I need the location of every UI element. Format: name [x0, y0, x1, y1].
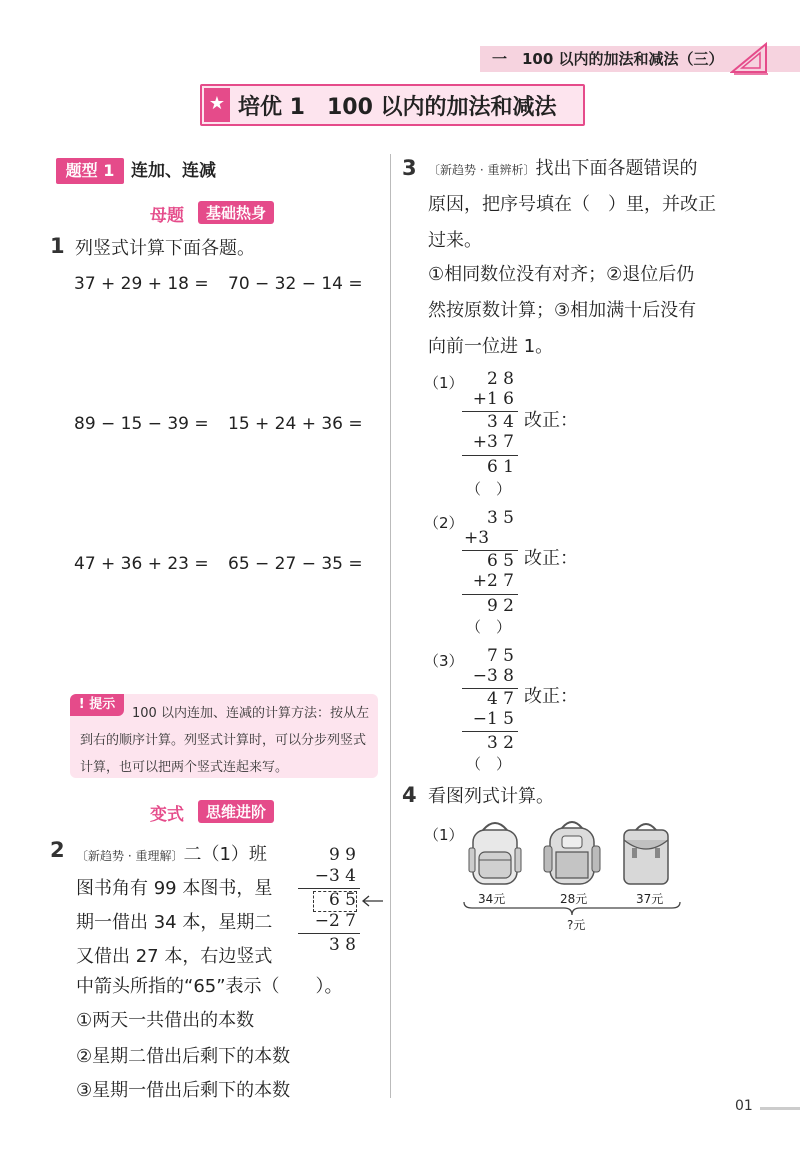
page-title: 培优 1 100 以内的加法和减法 — [238, 95, 557, 120]
calc-row: 6 1 — [486, 457, 514, 477]
calc-row: 2 8 — [486, 369, 514, 389]
question-text: 列竖式计算下面各题。 — [75, 238, 255, 259]
backpack-icon — [465, 818, 525, 888]
question-line — [428, 152, 697, 186]
answer-paren[interactable]: （ ） — [466, 618, 512, 636]
option: ②星期二借出后剩下的本数 — [76, 1046, 291, 1067]
tip-text: 100 以内连加、连减的计算方法：按从左到右的顺序计算。列竖式计算时，可以分步列竖式计算，也可以把两个竖式连起来写。 — [80, 706, 369, 775]
expression: 15 + 24 + 36 = — [228, 414, 363, 434]
calc-row: 3 2 — [486, 733, 514, 753]
question-text: 二（1）班 — [183, 844, 267, 865]
fix-label: 改正： — [524, 686, 578, 707]
calc-row: 3 4 — [486, 412, 514, 432]
backpack-icon — [540, 818, 604, 888]
question-text: ①相同数位没有对齐；②退位后仍 — [428, 264, 695, 285]
topic-tag: 题型 1 — [56, 158, 124, 184]
calc-row: −2 7 — [314, 911, 356, 931]
calc-row: 9 2 — [486, 596, 514, 616]
item-label: （3） — [424, 652, 464, 670]
expression: 89 − 15 − 39 = — [74, 414, 209, 434]
calc-line — [462, 455, 518, 456]
item-label: （2） — [424, 514, 464, 532]
question-source: 〔新趋势 · 重辨析〕 — [428, 163, 536, 177]
calc-row: +3 7 — [472, 432, 514, 452]
question-text: 中箭头所指的“65”表示（ ）。 — [76, 976, 343, 997]
calc-row: 9 9 — [328, 845, 356, 865]
calc-line — [298, 888, 360, 889]
price-label: 28元 — [560, 892, 588, 906]
mother-label: 母题 — [150, 206, 184, 226]
expression: 47 + 36 + 23 = — [74, 554, 209, 574]
mother-tag: 基础热身 — [198, 201, 274, 224]
calc-line — [298, 933, 360, 934]
answer-paren[interactable]: （ ） — [466, 755, 512, 773]
question-text: 图书角有 99 本图书，星 — [76, 878, 273, 899]
total-label: ?元 — [567, 918, 586, 932]
option: ③星期一借出后剩下的本数 — [76, 1080, 291, 1101]
calc-row: 3 8 — [328, 935, 356, 955]
item-label: （1） — [424, 826, 464, 844]
page-number-bar — [760, 1107, 800, 1110]
question-text: 找出下面各题错误的 — [535, 158, 698, 179]
section-header: 一 100 以内的加法和减法（三） — [492, 50, 724, 68]
question-text: 看图列式计算。 — [428, 786, 554, 807]
question-text: 又借出 27 本，右边竖式 — [76, 946, 273, 967]
star-icon: ★ — [204, 88, 230, 122]
answer-paren[interactable]: （ ） — [466, 480, 512, 498]
calc-row: −1 5 — [472, 709, 514, 729]
fix-label: 改正： — [524, 410, 578, 431]
expression: 37 + 29 + 18 = — [74, 274, 209, 294]
expression: 70 − 32 − 14 = — [228, 274, 363, 294]
question-number: 2 — [50, 838, 65, 862]
calc-row: 3 5 — [486, 508, 514, 528]
fix-label: 改正： — [524, 548, 578, 569]
question-text: 过来。 — [428, 230, 482, 251]
price-label: 37元 — [636, 892, 664, 906]
calc-line — [462, 731, 518, 732]
backpack-icon — [616, 818, 676, 888]
item-label: （1） — [424, 374, 464, 392]
topic-title: 连加、连减 — [131, 161, 216, 181]
calc-row: 6 5 — [486, 551, 514, 571]
question-line — [76, 838, 267, 872]
calc-row: 4 7 — [486, 689, 514, 709]
variant-tag: 思维进阶 — [198, 800, 274, 823]
question-text: 期一借出 34 本，星期二 — [76, 912, 273, 933]
column-divider — [390, 154, 391, 1098]
arrow-left-icon — [360, 893, 384, 909]
calc-row: −3 8 — [472, 666, 514, 686]
calc-row: −3 4 — [314, 866, 356, 886]
calc-row: 6 5 — [328, 890, 356, 910]
calc-row: +1 6 — [472, 389, 514, 409]
question-text: 向前一位进 1。 — [428, 336, 554, 357]
question-number: 1 — [50, 234, 65, 258]
calc-row: +3 — [464, 528, 490, 548]
option: ①两天一共借出的本数 — [76, 1010, 255, 1031]
page-number: 01 — [735, 1098, 753, 1114]
question-number: 4 — [402, 783, 417, 807]
question-source: 〔新趋势 · 重理解〕 — [76, 849, 184, 863]
variant-label: 变式 — [150, 805, 184, 825]
tip-tag-label: 提示 — [89, 697, 116, 712]
calc-row: +2 7 — [472, 571, 514, 591]
set-square-icon — [730, 40, 770, 76]
calc-line — [462, 594, 518, 595]
question-text: 然按原数计算；③相加满十后没有 — [428, 300, 697, 321]
question-number: 3 — [402, 156, 417, 180]
calc-row: 7 5 — [486, 646, 514, 666]
question-text: 原因，把序号填在（ ）里，并改正 — [428, 194, 716, 215]
price-label: 34元 — [478, 892, 506, 906]
expression: 65 − 27 − 35 = — [228, 554, 363, 574]
exclamation-icon: ! — [78, 697, 90, 712]
